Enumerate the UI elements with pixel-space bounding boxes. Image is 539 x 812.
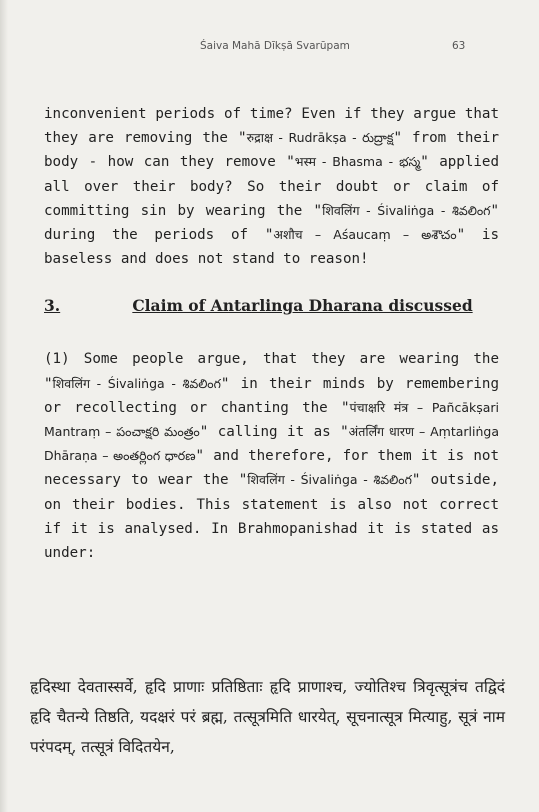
- term-panchakshari: पंचाक्षरि मंत्र – Pañcākṣari Mantraṃ – పంచాక్షరి మంత్రం: [44, 399, 499, 440]
- text-run: inconvenient periods of time? Even if they argue that they are removing the ": [44, 106, 499, 147]
- text-run: " from their body - how can they remove ": [44, 130, 500, 171]
- text-run: " calling it as ": [199, 424, 349, 441]
- paragraph-1: [44, 102, 499, 271]
- term-ashaucha: अशौच – Aśaucaṃ – అశౌచం: [273, 227, 457, 243]
- text-run: " is baseless and does not stand to reason!: [44, 227, 499, 268]
- page-number: 63: [452, 40, 466, 52]
- section-number: 3.: [44, 296, 61, 316]
- sanskrit-verse: हृदिस्था देवतास्सर्वे, हृदि प्राणाः प्रतिष्ठिताः हृदि प्राणाश्च, ज्योतिश्च त्रिवृत्सूत्रंच तद्विदं हृदि चैतन्ये तिष्ठति, यदक्षरं परं ब्रह्म, तत्सूत्रमिति धारयेत्, सूचनात्सूत्र मित्याहु, सूत्रं नाम परंपदम्, तत्सूत्रं विदितयेन,: [30, 678, 505, 756]
- section-title: Claim of Antarlinga Dharana discussed: [132, 296, 473, 316]
- term-antarlinga: अंतर्लिंग धारण – Aṃtarliṅga Dhāraṇa – అంతర్లింగ ధారణ: [44, 424, 499, 464]
- body-text: [44, 102, 499, 565]
- header-title: Śaiva Mahā Dīkṣā Svarūpam: [200, 40, 350, 52]
- term-rudraksha: रुद्राक्ष - Rudrākṣa - రుద్రాక్ష: [246, 130, 394, 146]
- text-run: " during the periods of ": [44, 202, 500, 244]
- text-run: " in their minds by remembering or recollecting or chanting the ": [44, 375, 500, 416]
- running-header: [0, 40, 539, 56]
- term-shivalinga: शिवलिंग - Śivaliṅga - శివలింగ: [322, 202, 491, 218]
- term-shivalinga: शिवलिंग - Śivaliṅga - శివలింగ: [247, 472, 412, 488]
- paragraph-2: [44, 347, 499, 565]
- term-shivalinga: शिवलिंग - Śivaliṅga - శివలింగ: [52, 375, 221, 391]
- page-binding-edge: [0, 0, 8, 812]
- text-run: " applied all over their body? So their doubt or claim of committing sin by wearing the ": [44, 154, 499, 219]
- text-run: " and therefore, for them it is not necessary to wear the ": [44, 448, 499, 489]
- section-heading: [44, 295, 499, 347]
- term-bhasma: भस्म - Bhasma - భస్మ: [294, 154, 421, 170]
- text-run: " outside, on their bodies. This statement is also not correct if it is analysed. In Brahmopanishad it is stated as under:: [44, 472, 499, 562]
- text-run: (1) Some people argue, that they are wearing the ": [44, 351, 499, 392]
